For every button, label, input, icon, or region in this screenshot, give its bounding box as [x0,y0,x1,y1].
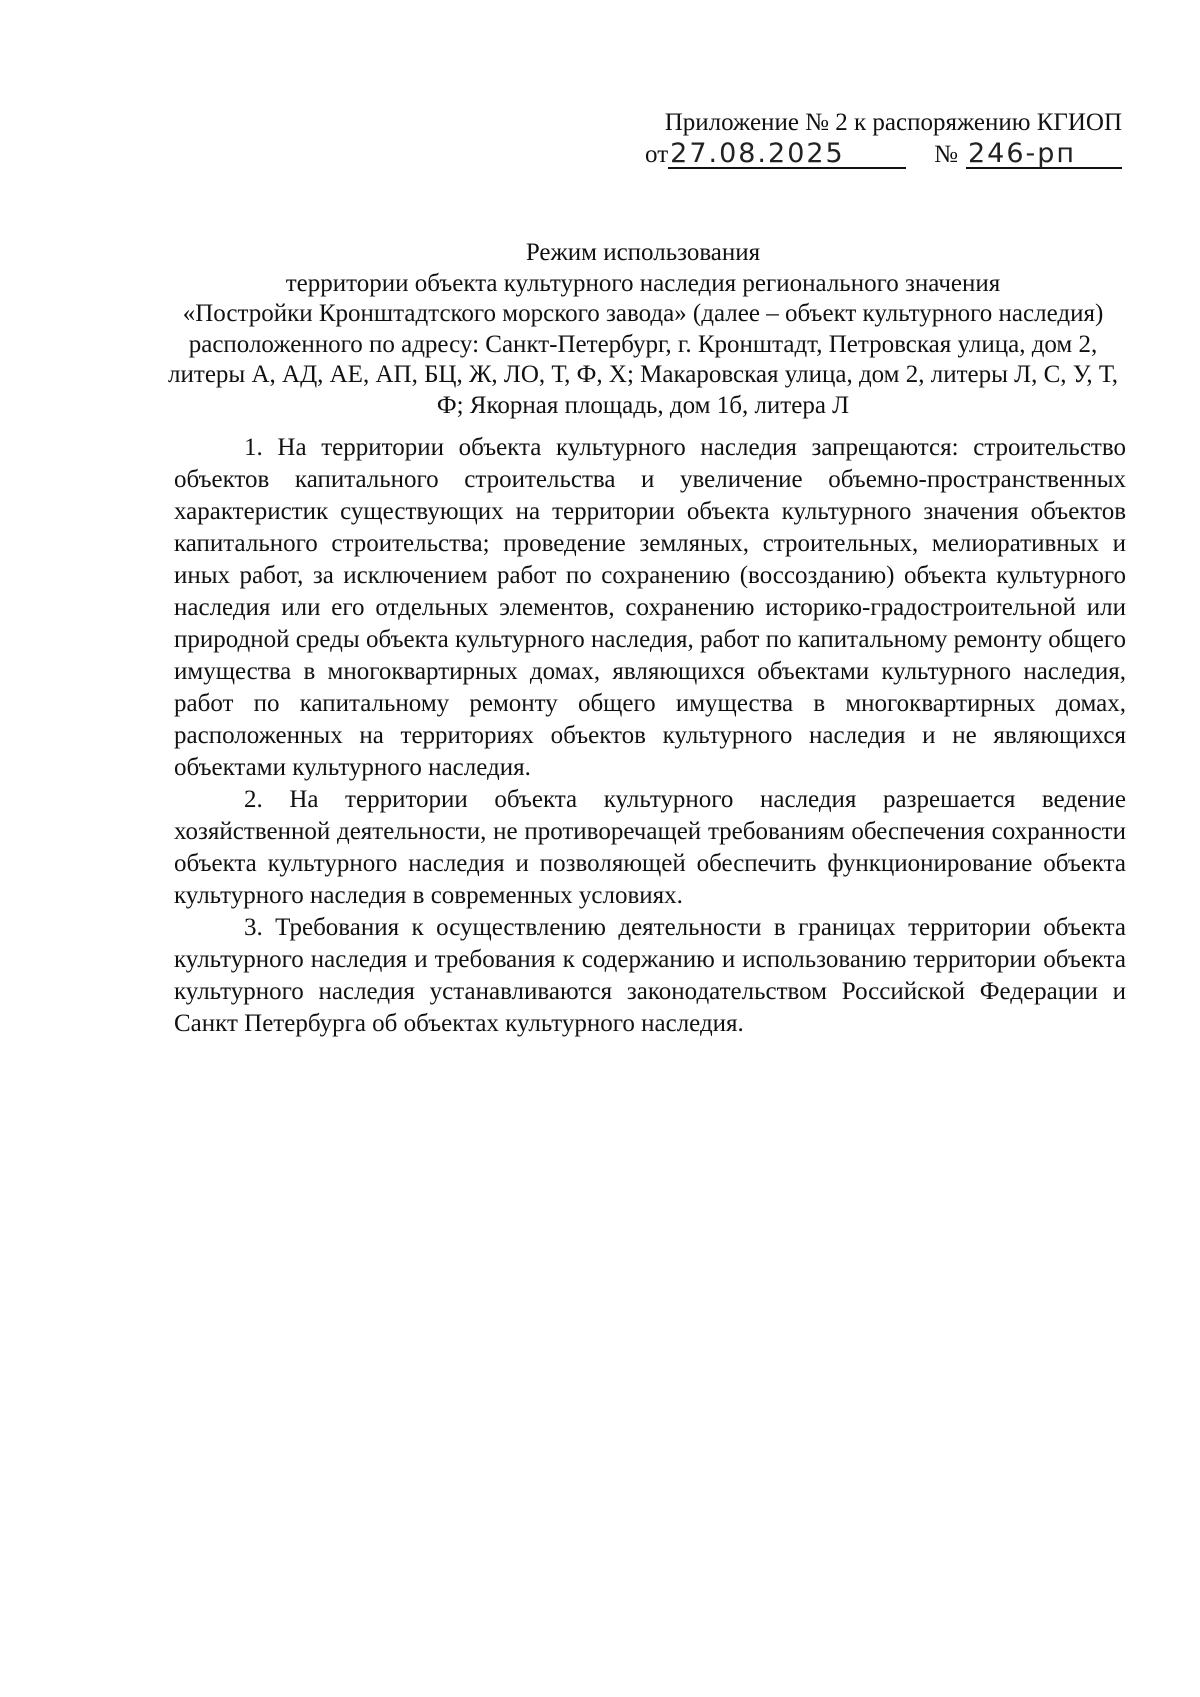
document-body [174,432,1126,1040]
title-line-6: Ф; Якорная площадь, дом 1б, литера Л [436,391,850,419]
title-line-5: литеры А, АД, АЕ, АП, БЦ, Ж, ЛО, Т, Ф, Х; Макаровская улица, дом 2, литеры Л, С, У, Т, [168,361,1118,388]
appendix-header [645,108,1122,170]
order-reference [645,140,1122,170]
title-line-4: расположенного по адресу: Санкт-Петербург, г. Кронштадт, Петровская улица, дом 2, [188,330,1098,358]
paragraph-3: 3. Требования к осуществлению деятельности в границах территории объекта культурного наследия и требования к содержанию и использованию территории объекта культурного наследия устанавливаются законодательством Российской Федерации и Санкт Петербурга об объектах культурного наследия. [174,914,1126,1037]
paragraph-2: 2. На территории объекта культурного наследия разрешается ведение хозяйственной деятельности, не противоречащей требованиям обеспечения сохранности объекта культурного наследия и позволяющей обеспечить функционирование объекта культурного наследия в современных условиях. [174,786,1126,909]
from-label: от [645,141,669,168]
title-line-2: территории объекта культурного наследия регионального значения [285,269,1001,297]
handwritten-number: 246-рп [966,141,1122,169]
number-label: № [934,141,958,168]
title-line-3: «Постройки Кронштадтского морского завода» (далее – объект культурного наследия) [182,300,1104,327]
handwritten-date: 27.08.2025 [668,141,906,169]
title-line-1: Режим использования [525,239,761,266]
document-title [160,238,1126,421]
appendix-line: Приложение № 2 к распоряжению КГИОП [664,109,1122,136]
paragraph-1: 1. На территории объекта культурного наследия запрещаются: строительство объектов капитального строительства и увеличение объемно-пространственных характеристик существующих на территории объекта культурного значения объектов капитального строительства; проведение земляных, строительных, мелиоративных и иных работ, за исключением работ по сохранению (воссозданию) объекта культурного наследия или его отдельных элементов, сохранению историко-градостроительной или природной среды объекта культурного наследия, работ по капитальному ремонту общего имущества в многоквартирных домах, являющихся объектами культурного наследия, работ по капитальному ремонту общего имущества в многоквартирных домах, расположенных на территориях объектов культурного наследия и не являющихся объектами культурного наследия. [174,434,1126,781]
